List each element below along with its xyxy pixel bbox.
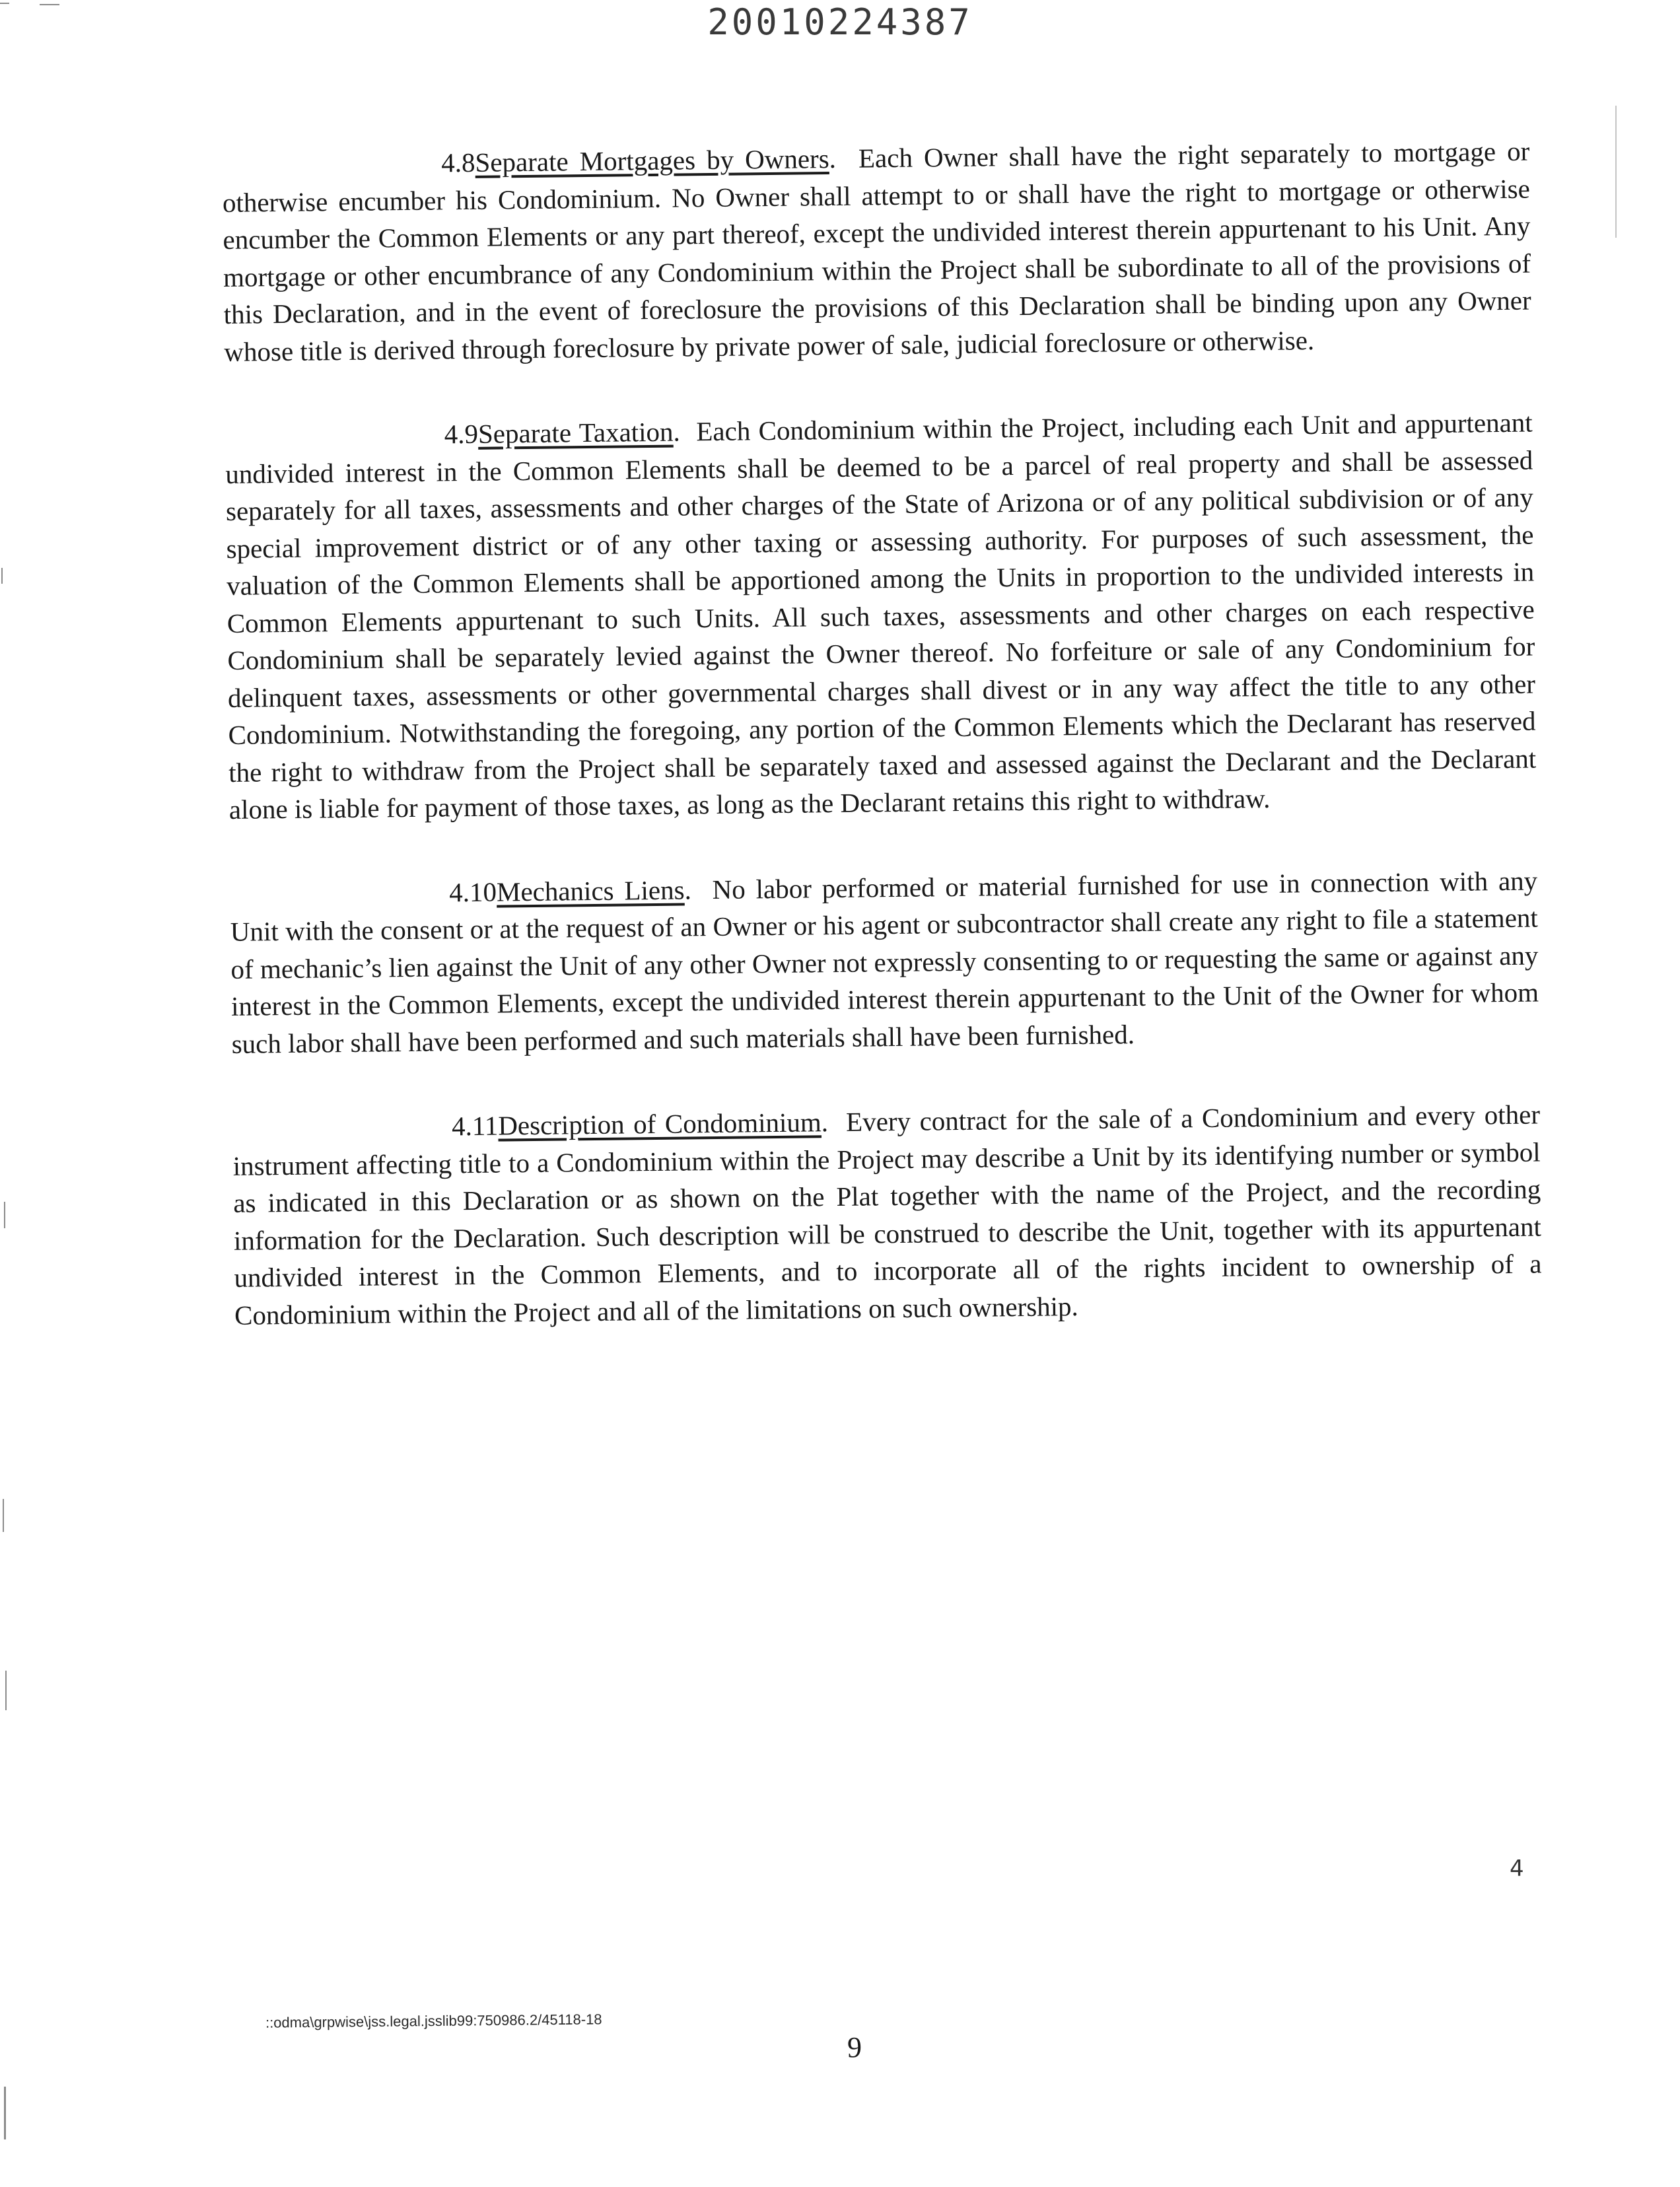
margin-mark: 4 bbox=[1510, 1856, 1524, 1882]
section-number: 4.9 bbox=[444, 418, 479, 450]
section-title: Description of Condominium bbox=[498, 1107, 822, 1141]
document-file-path: ::odma\grpwise\jss.legal.jsslib99:750986.2/45118-18 bbox=[265, 2011, 602, 2031]
section-body: No labor performed or material furnished for use in connection with any Unit with the consent or at the request of an Owner or his agent or subcontractor shall create any right to file a statement of mechanic’s lien against the Unit of any other Owner not expressly consenting to or requesting the same or against any interest in the Common Elements, except the undivided interest therein appurtenant to the Unit of the Owner for whom such labor shall have been performed and such materials shall have been furnished. bbox=[230, 865, 1539, 1059]
section-title: Separate Taxation bbox=[477, 416, 674, 449]
section-number: 4.8 bbox=[441, 147, 475, 178]
scan-edge-mark bbox=[4, 1202, 5, 1228]
scan-edge-mark bbox=[4, 2087, 6, 2139]
section-title: Mechanics Liens bbox=[496, 874, 685, 907]
section-4-10: 4.10Mechanics Liens. No labor performed or material furnished for use in connection with any Unit with the consent or at the request of an Owner or his agent or subcontractor shall create any right to file a statement of mechanic’s lien against the Unit of any other Owner not expressly consenting to or requesting the same or against any interest in the Common Elements, except the undivided interest therein appurtenant to the Unit of the Owner for whom such labor shall have been performed and such materials shall have been furnished. bbox=[230, 865, 1539, 1059]
document-body bbox=[222, 133, 1543, 1381]
scan-edge-mark bbox=[1, 568, 3, 584]
scan-edge-mark bbox=[1615, 106, 1617, 238]
scan-edge-mark bbox=[5, 1671, 7, 1710]
section-number: 4.10 bbox=[448, 876, 497, 907]
section-body: Each Owner shall have the right separately to mortgage or otherwise encumber his Condominium. No Owner shall attempt to or shall have the right to mortgage or otherwise encumber the Common Elements or any part thereof, except the undivided interest therein appurtenant to his Unit. Any mortgage or other encumbrance of any Condominium within the Project shall be subordinate to all of the provisions of this Declaration, and in the event of foreclosure the provisions of this Declaration shall be binding upon any Owner whose title is derived through foreclosure by private power of sale, judicial foreclosure or otherwise. bbox=[222, 135, 1531, 367]
scan-edge-mark bbox=[0, 3, 9, 4]
section-4-9: 4.9Separate Taxation. Each Condominium within the Project, including each Unit and appurtenant undivided interest in the Common Elements shall be deemed to be a parcel of real property and shall be assessed separately for all taxes, assessments and other charges of the State of Arizona or of any political subdivision or of any special improvement district or of any other taxing or assessing authority. For purposes of such assessment, the valuation of the Common Elements shall be apportioned among the Units in proportion to the undivided interests in Common Elements appurtenant to such Units. All such taxes, assessments and other charges on each respective Condominium shall be separately levied against the Owner thereof. No forfeiture or sale of any Condominium for delinquent taxes, assessments or other governmental charges shall divest or in any way affect the title to any other Condominium. Notwithstanding the foregoing, any portion of the Common Elements which the Declarant has reserved the right to withdraw from the Project shall be separately taxed and assessed against the Declarant and the Declarant alone is liable for payment of those taxes, as long as the Declarant retains this right to withdraw. bbox=[225, 407, 1537, 825]
section-body: Every contract for the sale of a Condominium and every other instrument affecting title to a Condominium within the Project may describe a Unit by its identifying number or symbol as indicated in this Declaration or as shown on the Plat together with the name of the Project, and the recording information for the Declaration. Such description will be construed to describe the Unit, together with its appurtenant undivided interest in the Common Elements, and to incorporate all of the rights incident to ownership of a Condominium within the Project and all of the limitations on such ownership. bbox=[232, 1099, 1542, 1331]
scan-edge-mark bbox=[40, 4, 59, 5]
section-4-8: 4.8Separate Mortgages by Owners. Each Owner shall have the right separately to mortgage or otherwise encumber his Condominium. No Owner shall attempt to or shall have the right to mortgage or otherwise encumber the Common Elements or any part thereof, except the undivided interest therein appurtenant to his Unit. Any mortgage or other encumbrance of any Condominium within the Project shall be subordinate to all of the provisions of this Declaration, and in the event of foreclosure the provisions of this Declaration shall be binding upon any Owner whose title is derived through foreclosure by private power of sale, judicial foreclosure or otherwise. bbox=[222, 135, 1531, 367]
section-number: 4.11 bbox=[451, 1110, 499, 1142]
section-body: Each Condominium within the Project, including each Unit and appurtenant undivided interest in the Common Elements shall be deemed to be a parcel of real property and shall be assessed separately for all taxes, assessments and other charges of the State of Arizona or of any political subdivision or of any special improvement district or of any other taxing or assessing authority. For purposes of such assessment, the valuation of the Common Elements shall be apportioned among the Units in proportion to the undivided interests in Common Elements appurtenant to such Units. All such taxes, assessments and other charges on each respective Condominium shall be separately levied against the Owner thereof. No forfeiture or sale of any Condominium for delinquent taxes, assessments or other governmental charges shall divest or in any way affect the title to any other Condominium. Notwithstanding the foregoing, any portion of the Common Elements which the Declarant has reserved the right to withdraw from the Project shall be separately taxed and assessed against the Declarant and the Declarant alone is liable for payment of those taxes, as long as the Declarant retains this right to withdraw. bbox=[225, 407, 1537, 825]
scan-edge-mark bbox=[3, 1499, 4, 1532]
page-number: 9 bbox=[847, 2031, 862, 2064]
section-4-11: 4.11Description of Condominium. Every contract for the sale of a Condominium and every other instrument affecting title to a Condominium within the Project may describe a Unit by its identifying number or symbol as indicated in this Declaration or as shown on the Plat together with the name of the Project, and the recording information for the Declaration. Such description will be construed to describe the Unit, together with its appurtenant undivided interest in the Common Elements, and to incorporate all of the rights incident to ownership of a Condominium within the Project and all of the limitations on such ownership. bbox=[232, 1099, 1542, 1331]
recording-number: 20010224387 bbox=[707, 1, 973, 43]
section-title: Separate Mortgages by Owners bbox=[475, 143, 829, 178]
